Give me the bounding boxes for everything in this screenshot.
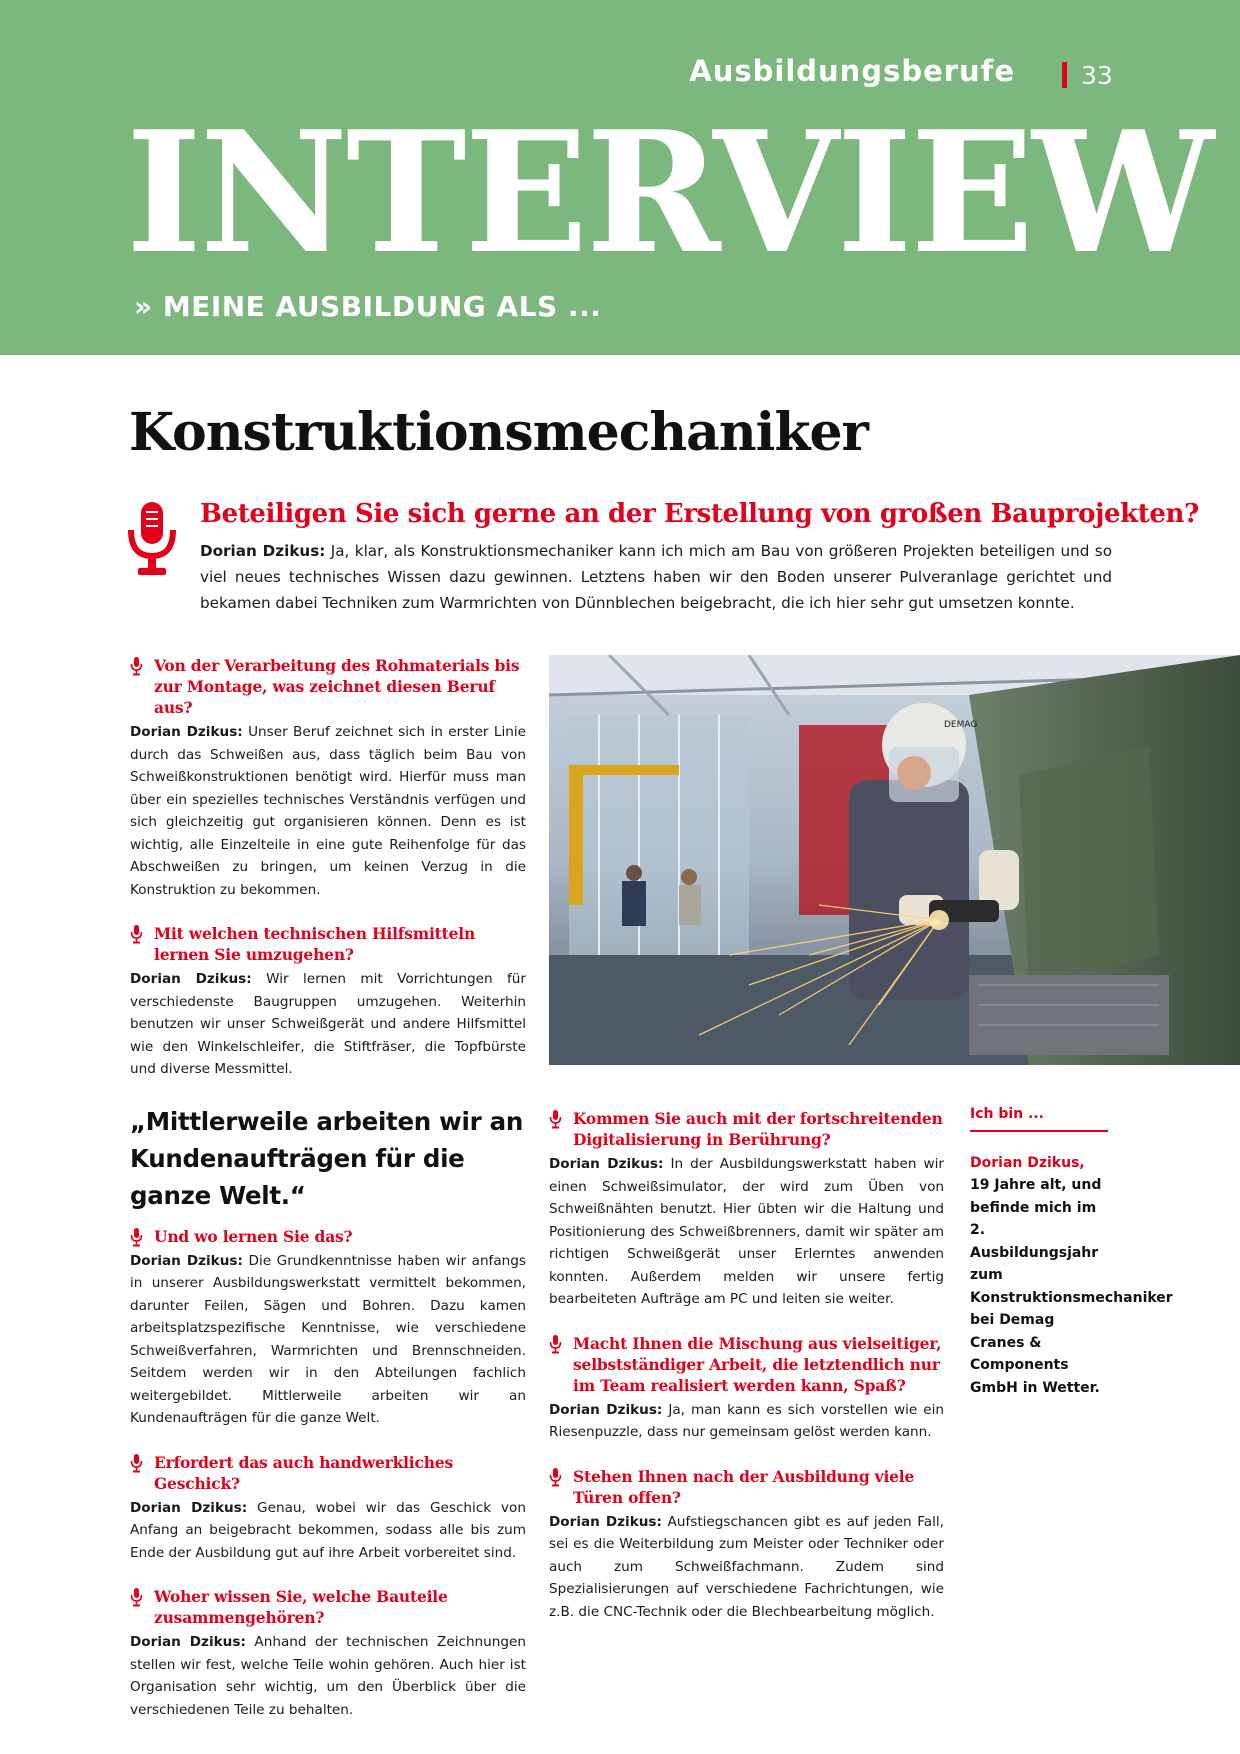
answer-text: Unser Beruf zeichnet sich in erster Linie durch das Schweißen aus, dass täglich beim Bau von Schweißkonstruktionen benötigt wird. Hierfür muss man über ein spezielles technisches Verständnis verfügen und sich gleichzeitig gut organisieren können. Denn es ist wichtig, alle Einzelteile in eine gute Reihenfolge für das Abschweißen zu bringen, um keinen Verzug in die Konstruktion zu bekommen. (130, 724, 526, 898)
answer-text: Genau, wobei wir das Geschick von Anfang an beigebracht bekommen, sodass alle bis zum Ende der Ausbildung gut auf ihre Arbeit vorbereitet sind. (130, 1499, 526, 1561)
masthead: INTERVIEW (126, 95, 1213, 291)
microphone-icon (549, 1468, 562, 1487)
answer-text: Anhand der technischen Zeichnungen stellen wir fest, welche Teile wohin gehören. Auch hier ist Organisation sehr wichtig, um den Überblick über die verschiedenen Teile zu behalten. (130, 1634, 527, 1718)
answer (130, 1497, 526, 1565)
question (130, 1226, 526, 1247)
page-marker (1062, 62, 1067, 88)
middle-column (549, 1108, 944, 1645)
microphone-icon (130, 1588, 143, 1607)
sidebar-name: Dorian Dzikus, (970, 1155, 1085, 1171)
answer (549, 1399, 944, 1444)
sidebar-text: 19 Jahre alt, und befinde mich im 2. Ausbildungsjahr zum Konstruktionsmechaniker bei Demag Cranes & Components GmbH in Wetter. (970, 1177, 1173, 1396)
question-text: Erfordert das auch handwerkliches Geschick? (154, 1452, 453, 1493)
microphone-icon (549, 1335, 562, 1354)
lead-answer (200, 538, 1112, 616)
qa-block (549, 1466, 944, 1624)
microphone-icon (130, 925, 143, 944)
answer (130, 1631, 526, 1721)
answer-text: Ja, klar, als Konstruktionsmechaniker kann ich mich am Bau von größeren Projekten beteiligen und so viel neues technisches Wissen dazu gewinnen. Letztens haben wir den Boden unserer Pulveranlage gerichtet und bekamen dabei Techniken zum Warmrichten von Dünnblechen beigebracht, die ich hier sehr gut umsetzen konnte. (200, 542, 1113, 612)
answer (130, 721, 526, 901)
question-text: Mit welchen technischen Hilfsmitteln lernen Sie umzugehen? (154, 924, 476, 964)
qa-block (130, 1226, 526, 1430)
workshop-photo (549, 655, 1240, 1065)
question-text: Macht Ihnen die Mischung aus vielseitiger, selbstständiger Arbeit, die letztendlich nur im Team realisiert werden kann, Spaß? (573, 1333, 942, 1395)
sidebar-title: Ich bin ... (970, 1106, 1108, 1132)
qa-block (549, 1108, 944, 1311)
lead-question: Beteiligen Sie sich gerne an der Erstellung von großen Bauprojekten? (200, 499, 1199, 529)
qa-block (130, 923, 526, 1081)
pull-quote: „Mittlerweile arbeiten wir an Kundenaufträgen für die ganze Welt.“ (130, 1106, 523, 1210)
section-label: Ausbildungsberufe (689, 54, 1015, 88)
page-number: 33 (1081, 61, 1113, 90)
answer (549, 1153, 944, 1311)
question-text: Kommen Sie auch mit der fortschreitenden Digitalisierung in Berührung? (573, 1109, 943, 1149)
page-header (0, 0, 1240, 355)
speaker: Dorian Dzikus: (130, 971, 252, 987)
microphone-icon (130, 657, 143, 676)
question (130, 655, 526, 718)
kicker: » MEINE AUSBILDUNG ALS ... (134, 290, 602, 323)
microphone-icon (549, 1110, 562, 1129)
page-title: Konstruktionsmechaniker (129, 402, 868, 463)
question (130, 1586, 526, 1628)
qa-block (130, 655, 526, 901)
qa-block (549, 1333, 944, 1444)
profile-sidebar (970, 1106, 1173, 1399)
speaker: Dorian Dzikus: (549, 1156, 664, 1172)
answer-text: Wir lernen mit Vorrichtungen für verschiedenste Baugruppen umzugehen. Weiterhin benutzen wir unser Schweißgerät und andere Hilfsmittel wie den Winkelschleifer, die Stiftfräser, die Topfbürste und diverse Messmittel. (130, 971, 526, 1077)
question (549, 1466, 944, 1508)
speaker: Dorian Dzikus: (130, 1252, 243, 1269)
question (549, 1108, 944, 1150)
qa-block (130, 1586, 526, 1721)
speaker: Dorian Dzikus: (549, 1513, 662, 1530)
question (130, 923, 526, 965)
helmet-label: DEMAG (944, 720, 978, 730)
question-text: Und wo lernen Sie das? (154, 1226, 353, 1246)
qa-block (130, 1452, 526, 1565)
speaker: Dorian Dzikus: (200, 542, 326, 560)
question (549, 1333, 944, 1396)
microphone-icon (126, 500, 178, 580)
left-column (130, 655, 526, 1743)
answer (130, 968, 526, 1081)
speaker: Dorian Dzikus: (130, 724, 243, 740)
answer (549, 1511, 944, 1624)
question-text: Woher wissen Sie, welche Bauteile zusammengehören? (154, 1587, 448, 1627)
question-text: Von der Verarbeitung des Rohmaterials bis zur Montage, was zeichnet diesen Beruf aus? (154, 656, 520, 717)
answer-text: Aufstiegschancen gibt es auf jeden Fall, sei es die Weiterbildung zum Meister oder Techniker oder auch zum Schweißfachmann. Zudem sind Spezialisierungen auf verschiedene Fachrichtungen, wie z.B. die CNC-Technik oder die Blechbearbeitung möglich. (549, 1513, 945, 1620)
speaker: Dorian Dzikus: (549, 1401, 663, 1418)
answer-text: In der Ausbildungswerkstatt haben wir einen Schweißsimulator, der wird zum Üben von Schweißnähten benutzt. Hier übten wir die Haltung und Positionierung des Schweißbrenners, damit wir später am richtigen Schweißgerät unser Erlerntes anwenden konnten. Außerdem melden wir unsere fertig bearbeiteten Aufträge am PC und leiten sie weiter. (549, 1156, 944, 1307)
speaker: Dorian Dzikus: (130, 1499, 248, 1516)
question-text: Stehen Ihnen nach der Ausbildung viele Türen offen? (573, 1466, 915, 1507)
welder-illustration (549, 655, 1240, 1065)
answer-text: Die Grundkenntnisse haben wir anfangs in unserer Ausbildungswerkstatt vermittelt bekommen, darunter Feilen, Sägen und Bohren. Dazu kamen arbeitsplatzspezifische Kenntnisse, wie verschiedene Schweißverfahren, Warmrichten und Brennschneiden. Seitdem werden wir in den Abteilungen fachlich weitergebildet. Mittlerweile arbeiten wir an Kundenaufträgen für die ganze Welt. (130, 1252, 526, 1426)
answer (130, 1250, 526, 1430)
answer-text: Ja, man kann es sich vorstellen wie ein Riesenpuzzle, dass nur gemeinsam gelöst werden kann. (549, 1401, 944, 1440)
speaker: Dorian Dzikus: (130, 1634, 246, 1650)
question (130, 1452, 526, 1494)
microphone-icon (130, 1228, 143, 1247)
microphone-icon (130, 1454, 143, 1473)
